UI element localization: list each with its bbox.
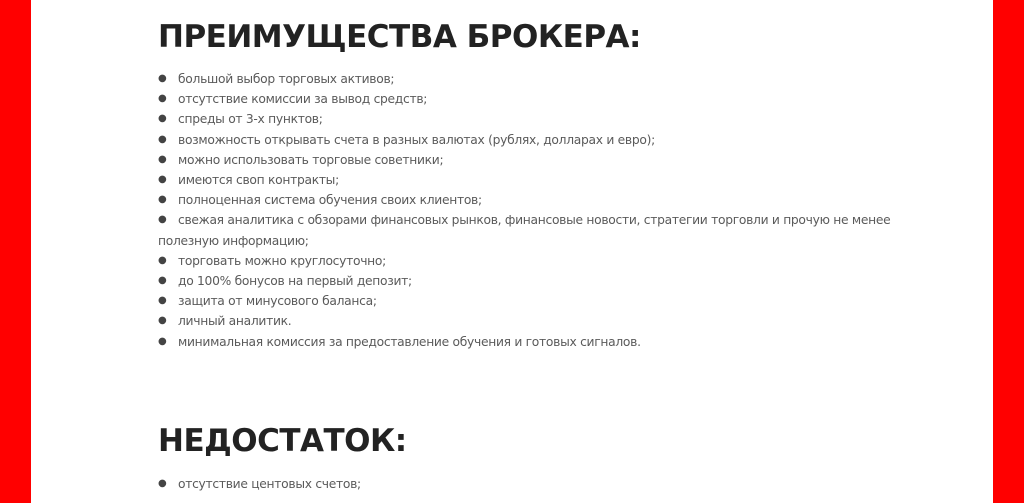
advantages-heading: ПРЕИМУЩЕСТВА БРОКЕРА:	[158, 19, 641, 55]
list-item	[158, 271, 938, 291]
list-item	[158, 332, 938, 352]
right-red-border	[993, 0, 1024, 503]
list-item	[158, 150, 938, 170]
list-item-text: отсутствие центовых счетов;	[178, 477, 361, 491]
bullet-icon: ●	[158, 174, 167, 186]
bullet-icon: ●	[158, 93, 167, 105]
bullet-icon: ●	[158, 194, 167, 206]
list-item-text: полноценная система обучения своих клиентов;	[178, 193, 482, 208]
list-item-text: личный аналитик.	[178, 314, 292, 329]
bullet-icon: ●	[158, 73, 167, 84]
list-item-text: защита от минусового баланса;	[178, 294, 377, 309]
bullet-icon: ●	[158, 254, 167, 266]
bullet-icon: ●	[158, 335, 167, 347]
list-item-text: возможность открывать счета в разных валютах (рублях, долларах и евро);	[178, 132, 655, 147]
list-item	[158, 69, 938, 89]
list-item-text: большой выбор торговых активов;	[178, 72, 395, 86]
list-item-text: спреды от 3-х пунктов;	[178, 112, 323, 127]
list-item-text: имеются своп контракты;	[178, 173, 339, 188]
list-item	[158, 291, 938, 311]
list-item-text: отсутствие комиссии за вывод средств;	[178, 92, 428, 107]
list-item	[158, 190, 938, 210]
bullet-icon: ●	[158, 295, 167, 307]
list-item	[158, 170, 938, 190]
list-item	[158, 251, 938, 271]
list-item	[158, 311, 938, 331]
list-item	[158, 474, 938, 494]
list-item-text: можно использовать торговые советники;	[178, 152, 444, 167]
list-item	[158, 89, 938, 109]
bullet-icon: ●	[158, 214, 167, 226]
list-item	[158, 210, 938, 250]
bullet-icon: ●	[158, 133, 167, 145]
list-item-text: торговать можно круглосуточно;	[178, 253, 386, 268]
bullet-icon: ●	[158, 478, 167, 489]
bullet-icon: ●	[158, 153, 167, 165]
bullet-icon: ●	[158, 315, 167, 327]
list-item-text: минимальная комиссия за предоставление обучения и готовых сигналов.	[178, 334, 641, 349]
list-item-text: до 100% бонусов на первый депозит;	[178, 274, 412, 289]
advantages-list	[158, 69, 938, 352]
list-item-text: свежая аналитика с обзорами финансовых рынков, финансовые новости, стратегии торговли и прочую не менее полезную информацию;	[158, 213, 891, 248]
bullet-icon: ●	[158, 275, 167, 287]
bullet-icon: ●	[158, 113, 167, 125]
list-item	[158, 130, 938, 150]
disadvantages-heading: НЕДОСТАТОК:	[158, 423, 407, 459]
disadvantages-list	[158, 474, 938, 494]
list-item	[158, 109, 938, 129]
left-red-border	[0, 0, 31, 503]
